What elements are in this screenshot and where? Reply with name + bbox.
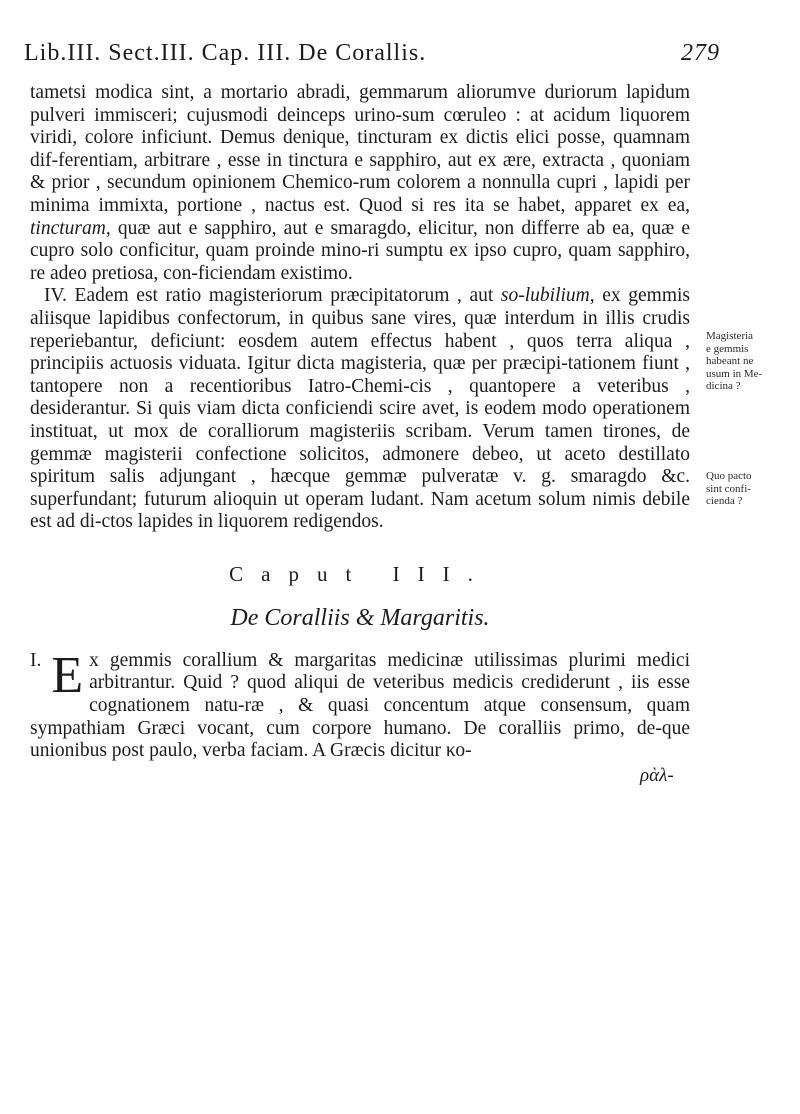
margin-note-2-line-1: Quo pacto [706, 470, 752, 482]
running-head [24, 40, 724, 74]
italic-word-solubilium: so-lubilium [500, 285, 590, 307]
margin-note-2-line-2: sint confi- [706, 482, 751, 495]
main-text [30, 82, 690, 763]
drop-cap: E [51, 646, 84, 704]
page-number: 279 [681, 40, 720, 66]
paragraph-2-lead: IV. Eadem est ratio magisteriorum præcipitatorum , aut [44, 285, 494, 307]
catchword: ρὰλ- [640, 765, 674, 786]
italic-word-tincturam: tincturam [30, 217, 106, 239]
margin-note-1-line-1: Magisteria [706, 330, 754, 342]
margin-note-2-line-3: cienda ? [706, 495, 743, 507]
paragraph-3-text: x gemmis corallium & margaritas medicinæ utilissimas plurimi medici arbitrantur. Quid ? quod aliqui de veteribus medicis crediderunt , iis esse cognationem natu-ræ , & quasi concentum atque consensum, quam sympathiam Græci vocant, cum corpore humano. De coralliis primo, de-que unionibus post paulo, verba faciam. A Græcis dicitur κο- [30, 649, 690, 762]
chapter-heading: Caput III. [229, 561, 491, 586]
paragraph-1 [30, 82, 690, 285]
margin-note-magisteria [706, 330, 778, 393]
paragraph-1-text: tametsi modica sint, a mortario abradi, gemmarum aliorumve duriorum lapidum pulveri immisceri; cujusmodi deinceps urino-sum cœruleo : at acidum liquorem viridi, colore inficiunt. Demus denique, tincturam ex dictis elici posse, quamnam dif-ferentiam, arbitrare , esse in tinctura e sapphiro, aut ex ære, extracta , quoniam & prior , secundum opinionem Chemico-rum colorem a nonnulla cupri , lapidi per minima immixta, portione , nactus est. Quod si res ita se habet, apparet ex ea, [30, 82, 690, 216]
margin-note-1-line-5: dicina ? [706, 380, 741, 392]
margin-note-1-line-3: habeant ne [706, 355, 754, 367]
margin-note-quo-pacto [706, 470, 778, 508]
margin-note-1-line-4: usum in Me- [706, 367, 763, 380]
margin-note-1-line-2: e gemmis [706, 342, 749, 355]
paragraph-3-number: I. [30, 649, 42, 671]
paragraph-2 [30, 285, 690, 534]
chapter-title: De Coralliis & Margaritis. [230, 604, 490, 631]
paragraph-2-text: , ex gemmis aliisque lapidibus confectorum, in quibus sane vires, quæ interdum in illis crudis reperiebantur, deficiunt: eosdem autem effectus habent , quos terra aliqua , principiis actuosis viduata. Igitur dicta magisteria, quæ per præcipi-tationem fiunt , tantopere non a recentioribus Iatro-Chemi-cis , quantopere a veteribus , desiderantur. Si quis viam dicta conficiendi scire avet, is eodem modo operationem instituat, ut mox de coralliorum magisteriis scribam. Verum tamen tirones, de gemmæ magisterii confectione solicitos, admonere debeo, ut aceto destillato spiritum salis adjungant , hæcque gemmæ pulveratæ v. g. smaragdo &c. superfundant; futurum alioquin ut operam ludant. Nam acetum solum nimis debile est ad di-ctos lapides in liquorem redigendos. [30, 285, 690, 533]
paragraph-1-tail: , quæ aut e sapphiro, aut e smaragdo, elicitur, non differre ab ea, quæ e cupro solo conficitur, quam proinde mino-ri sumptu ex ipso cupro, quam sapphiro, re adeo pretiosa, con-ficiendam existimo. [30, 217, 690, 284]
running-head-title: Lib.III. Sect.III. Cap. III. De Corallis. [24, 40, 427, 66]
paragraph-3 [30, 646, 690, 763]
